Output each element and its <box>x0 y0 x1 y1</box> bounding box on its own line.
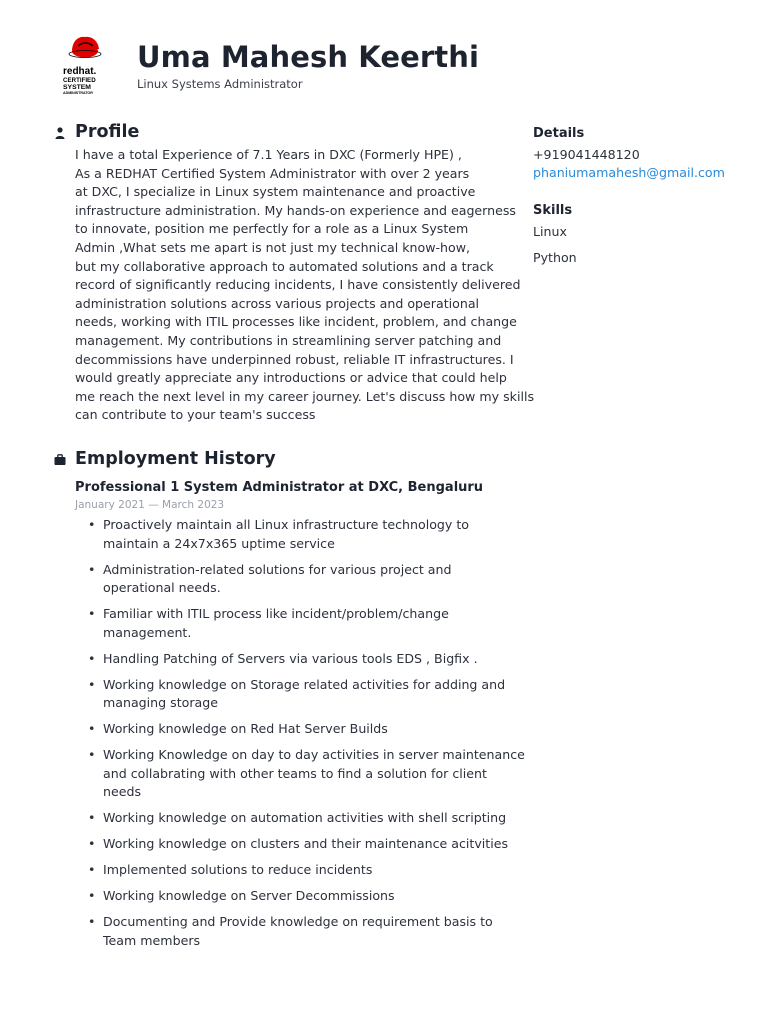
person-icon <box>53 126 67 140</box>
phone-number: +919041448120 <box>533 147 640 162</box>
list-item <box>88 605 508 642</box>
bullet-line: • Working knowledge on automation activities with shell scripting <box>103 810 507 825</box>
list-item <box>88 835 508 854</box>
bullet-line: • Familiar with ITIL process like incident/problem/change <box>103 606 449 621</box>
profile-line: As a REDHAT Certified System Administrator with over 2 years <box>75 165 470 181</box>
list-item <box>88 887 508 906</box>
profile-section-title: Profile <box>75 122 140 142</box>
logo-system-text: SYSTEM <box>63 84 91 91</box>
bullet-line: • Administration-related solutions for various project and <box>103 561 452 577</box>
bullet-line: Team members <box>103 932 201 948</box>
bullet-line: • Proactively maintain all Linux infrastructure technology to <box>103 517 470 532</box>
logo-brand-text: redhat. <box>63 66 97 77</box>
list-item <box>88 561 508 598</box>
bullet-line: • Documenting and Provide knowledge on requirement basis to <box>103 914 493 929</box>
profile-line: would greatly appreciate any introductions or advice that could help <box>75 370 507 386</box>
list-item <box>88 746 525 802</box>
list-item <box>88 676 508 713</box>
bullet-line: • Working knowledge on clusters and their maintenance acitvities <box>103 836 509 851</box>
list-item <box>88 809 508 828</box>
profile-line: at DXC, I specialize in Linux system maintenance and proactive <box>75 184 476 200</box>
bullet-line: • Working knowledge on Server Decommissions <box>103 888 395 903</box>
candidate-subtitle: Linux Systems Administrator <box>137 77 303 91</box>
bullet-line: needs <box>103 784 142 799</box>
profile-line: can contribute to your team's success <box>75 407 316 423</box>
job-responsibilities-list <box>88 516 525 958</box>
profile-line: infrastructure administration. My hands-on experience and eagerness <box>75 202 516 218</box>
profile-line: administration solutions across various projects and operational <box>75 295 480 311</box>
email-link[interactable]: phaniumamahesh@gmail.com <box>533 165 725 180</box>
profile-line: management. My contributions in streamlining server patching and <box>75 332 502 348</box>
profile-line: record of significantly reducing incidents, I have consistently delivered <box>75 277 521 293</box>
list-item <box>88 720 508 739</box>
bullet-line: • Implemented solutions to reduce incidents <box>103 862 373 877</box>
redhat-certified-logo <box>58 34 114 96</box>
bullet-line: • Working knowledge on Storage related activities for adding and <box>103 676 506 692</box>
bullet-line: managing storage <box>103 695 218 710</box>
bullet-line: • Handling Patching of Servers via various tools EDS , Bigfix . <box>103 650 478 666</box>
candidate-name: Uma Mahesh Keerthi <box>137 40 480 74</box>
profile-line: decommissions have underpinned robust, reliable IT infrastructures. I <box>75 351 514 367</box>
bullet-line: • Working Knowledge on day to day activities in server maintenance <box>103 747 525 762</box>
job-title: Professional 1 System Administrator at DXC, Bengaluru <box>75 480 484 495</box>
logo-administrator-text: ADMINISTRATOR <box>63 91 93 95</box>
job-dates: January 2021 — March 2023 <box>75 499 225 511</box>
profile-line: me reach the next level in my career journey. Let's discuss how my skills <box>75 388 535 404</box>
list-item <box>88 516 508 553</box>
skills-heading: Skills <box>533 203 573 218</box>
bullet-line: and collabrating with other teams to find a solution for client <box>103 765 487 781</box>
logo-certified-text: CERTIFIED <box>63 77 96 84</box>
list-item <box>88 650 508 669</box>
list-item <box>88 861 508 880</box>
list-item <box>88 913 508 950</box>
bullet-line: operational needs. <box>103 580 221 595</box>
employment-section-title: Employment History <box>75 449 276 469</box>
bullet-line: management. <box>103 624 192 640</box>
details-heading: Details <box>533 126 585 141</box>
profile-line: but my collaborative approach to automated solutions and a track <box>75 258 494 274</box>
profile-line: Admin ,What sets me apart is not just my technical know-how, <box>75 239 471 255</box>
profile-line: needs, working with ITIL processes like incident, problem, and change <box>75 314 517 330</box>
bullet-line: maintain a 24x7x365 uptime service <box>103 535 335 551</box>
profile-line: to innovate, position me perfectly for a role as a Linux System <box>75 221 469 237</box>
bullet-line: • Working knowledge on Red Hat Server Builds <box>103 721 388 736</box>
briefcase-icon <box>53 453 67 467</box>
skill-item-python: Python <box>533 250 577 265</box>
skill-item-linux: Linux <box>533 224 567 239</box>
profile-summary <box>75 146 535 425</box>
profile-line: I have a total Experience of 7.1 Years in DXC (Formerly HPE) , <box>75 147 462 162</box>
